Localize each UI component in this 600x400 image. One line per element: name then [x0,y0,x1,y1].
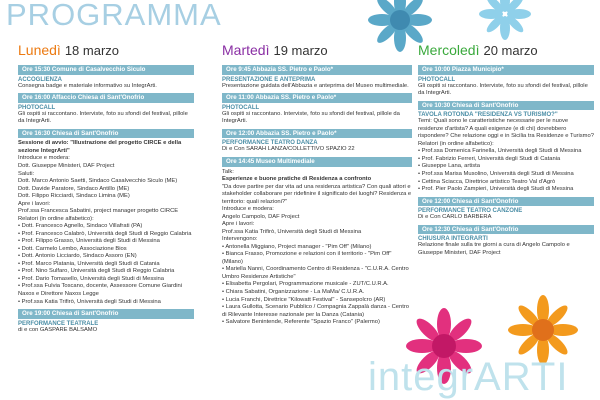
light-blue-flower-icon [465,0,545,44]
event-text: • Elisabetta Pergolari, Programmazione musicale - ZUT/C.U.R.A. [222,281,389,288]
brand-watermark: integrARTI [368,355,569,399]
time-slot: Ore 14:45 Museo Multimediale [222,157,412,167]
event-text: Gli ospiti si raccontano. Interviste, foto su sfondi del festival, pillole da IntegrArti. [418,82,588,97]
event-text: • Dott. Carmelo Lembo, Associazione Bios [18,245,127,252]
time-slot: Ore 12:30 Chiesa di Sant'Onofrio [418,225,594,235]
time-slot: Ore 15:30 Comune di Casalvecchio Siculo [18,65,194,75]
event-text: Angelo Campolo, DAF Project [222,213,300,220]
event-text: Temi: Quali sono le caratteristiche necessarie per le nuove residenze d'artista? A quali esigenze (e di chi) dovrebbero rispondere? Che relazione oggi e in Sicilia tra Residenze e Turismo? [418,118,594,140]
event-text: • Antonella Miggiano, Project manager - "Pim Off" (Milano) [222,243,372,250]
event-text: Talk: [222,168,234,175]
event-text: • Lucia Franchi, Direttrice "Kilowatt Festival" - Sansepolcro (AR) [222,296,386,303]
event-text: Introduce e modera: [222,206,274,213]
event-text: • Prof. Nino Sulfaro, Università degli Studi di Reggio Calabria [18,268,175,275]
event-text: Apre i lavori: [222,221,255,228]
event-text: "Da dove partire per dar vita ad una residenza artistica? Con quali attori e stakeholder collaborare per ridefinire il significato dei luoghi? Residenza e territorio: quali relazioni?" [222,183,412,205]
event-text: Prof.ssa Francesca Sabatini, project manager progetto CIRCE [18,208,179,215]
day-name: Mercoledì [418,42,480,58]
event-text: Gli ospiti si raccontano. Interviste, foto su sfondi del festival, pillole da IntegrArti. [222,110,400,125]
day-header [418,42,594,62]
day-date: 20 marzo [483,43,538,58]
event-text: • Prof.ssa Fulvia Toscano, docente, Assessore Comune Giardini Naxos e Direttore Naxos Legge [18,283,182,297]
time-slot: Ore 9:45 Abbazia SS. Pietro e Paolo* [222,65,412,75]
event-text: • Prof. Marco Platania, Università degli Studi di Catania [18,260,160,267]
event-text: Saluti: [18,170,35,177]
day-column-tuesday [222,42,412,327]
event-text: Dott. Filippo Ricciardi, Sindaco Limina (ME) [18,193,130,200]
event-text: • Bianca Frasso, Promozione e relazioni con il territorio - "Pim Off" (Milano) [222,251,392,265]
day-header [18,42,194,62]
event-text: • Giuseppe Lana, artista [418,163,480,170]
time-slot: Ore 12:00 Abbazia SS. Pietro e Paolo* [222,129,412,139]
time-slot: Ore 10:30 Chiesa di Sant'Onofrio [418,101,594,111]
day-header [222,42,412,62]
event-text: • Salvatore Benintende, Referente "Spazio Franco" (Palermo) [222,319,380,326]
day-column-monday [18,42,194,334]
time-slot: Ore 19:00 Chiesa di Sant'Onofrio [18,309,194,319]
event-text: • Prof. Fabrizio Ferreri, Università degli Studi di Catania [418,155,561,162]
event-title: PHOTOCALL [18,104,56,111]
day-name: Lunedì [18,42,61,58]
event-text: Consegna badge e materiale informativo su IntegrArti. [18,82,157,89]
event-text: • Cettina Sciacca, Direttrice artistico Teatro Val d'Agrò [418,178,556,185]
event-title: PERFORMANCE TEATRALE [18,320,99,327]
day-date: 19 marzo [273,43,328,58]
event-text: Dott. Davide Paratore, Sindaco Antillo (ME) [18,185,130,192]
event-text: Sessione di avvio: "Illustrazione del progetto CIRCE e della sezione IntegrArti" [18,140,182,154]
event-text: • Chiara Sabatini, Organizzazione - La MaMa/ C.U.R.A. [222,289,365,295]
event-text: Dott. Marco Antonio Saetti, Sindaco Casalvecchio Siculo (ME) [18,178,178,185]
event-text: • Prof. Filippo Grasso, Università degli Studi di Messina [18,238,160,245]
day-column-wednesday [418,42,594,257]
event-text: • Prof.ssa Marisa Musolino, Università degli Studi di Messina [418,170,574,177]
event-text: Apre i lavori: [18,200,51,207]
event-text: Di e Con SARAH LANZA/COLLETTIVO SPAZIO 22 [222,146,355,153]
time-slot: Ore 16:30 Chiesa di Sant'Onofrio [18,129,194,139]
event-text: • Dott. Antonio Licciardo, Sindaco Assoro (EN) [18,253,137,260]
event-title: TAVOLA ROTONDA "RESIDENZA VS TURISMO?" [418,112,558,119]
event-text: Relazione finale sulla tre giorni a cura di Angelo Campolo e Giuseppe Ministeri, DAF Project [418,242,570,256]
event-title: PERFORMANCE TEATRO CANZONE [418,208,523,215]
day-name: Martedì [222,42,270,58]
event-title: PHOTOCALL [222,104,260,111]
event-text: Prof.ssa Katia Trifirò, Università degli Studi di Messina [222,228,362,235]
event-title: PERFORMANCE TEATRO DANZA [222,140,318,147]
event-text: Relatori (in ordine alfabetico): [418,140,494,147]
event-text: Esperienze e buone pratiche di Residenza a confronto [222,176,372,183]
event-text: • Dott. Francesco Agnello, Sindaco Villafrati (PA) [18,223,143,230]
program-title: PROGRAMMA [6,0,222,32]
event-title: PHOTOCALL [418,76,456,83]
time-slot: Ore 16:00 Affaccio Chiesa di Sant'Onofrio [18,93,194,103]
event-text: • Laura Gullotta, Scenario Pubblico / Compagnia Zappalà danza - Centro di Rilevante Interesse nazionale per la Danza (Catania) [222,304,409,318]
event-text: Presentazione guidata dell'Abbazia e anteprima del Museo multimediale. [222,82,409,89]
event-text: Di e Con CARLO BARBERA [418,214,492,221]
time-slot: Ore 12:00 Chiesa di Sant'Onofrio [418,197,594,207]
event-text: • Prof. Dario Tomasello, Università degli Studi di Messina [18,275,164,282]
time-slot: Ore 11:00 Abbazia SS. Pietro e Paolo* [222,93,412,103]
event-text: Gli ospiti si raccontano. Interviste, foto su sfondi del festival, pillole da IntegrArti. [18,110,188,125]
time-slot: Ore 10:00 Piazza Municipio* [418,65,594,75]
event-title: CHIUSURA INTEGRARTI [418,236,488,243]
event-text: • Prof.ssa Katia Trifirò, Università degli Studi di Messina [18,298,161,305]
event-text: • Prof. Pier Paolo Zampieri, Università degli Studi di Messina [418,186,574,193]
event-text: Relatori (in ordine alfabetico): [18,215,94,222]
event-text: • Prof. Francesco Calabrò, Università degli Studi di Reggio Calabria [18,230,192,237]
event-title: PRESENTAZIONE E ANTEPRIMA [222,76,316,83]
event-text: di e con GASPARE BALSAMO [18,326,98,333]
event-title: ACCOGLIENZA [18,76,62,83]
event-text: • Mariella Nanni, Coordinamento Centro di Residenza - "C.U.R.A. Centro Umbro Residenze Artistiche" [222,266,409,280]
event-text: Introduce e modera: [18,155,70,162]
event-text: Dott. Giuseppe Ministeri, DAF Project [18,162,115,169]
day-date: 18 marzo [64,43,120,58]
event-text: Intervengono: [222,236,258,243]
event-text: • Prof.ssa Domenica Farinella, Università degli Studi di Messina [418,148,582,155]
